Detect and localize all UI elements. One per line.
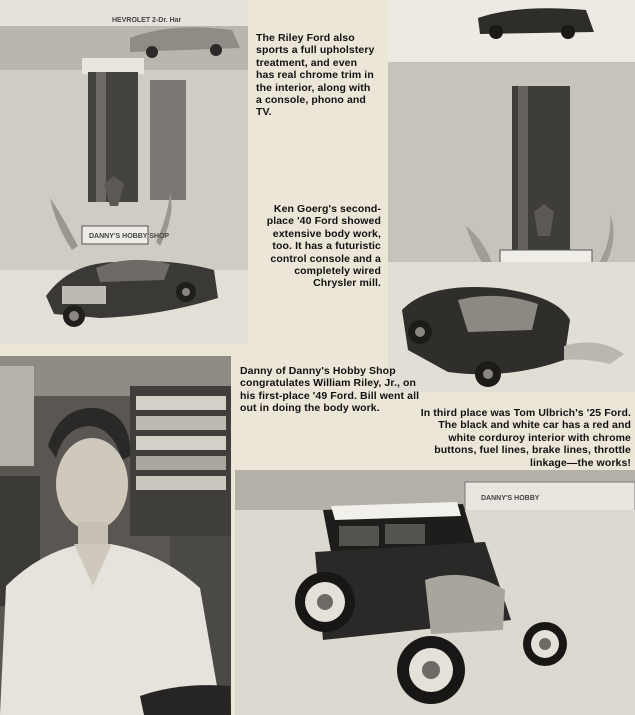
photo-riley-ford-trophy-graphic — [0, 0, 248, 344]
box-label-chevrolet: HEVROLET 2-Dr. Har — [112, 17, 182, 24]
caption-goerg-second-place: Ken Goerg's second-place '40 Ford showed extensive body work, too. It has a futuristic control console and a completely wired Chrysler mill. — [266, 203, 381, 290]
caption-ulbrich-third-place: In third place was Tom Ulbrich's '25 Ford. The black and white car has a red and white corduroy interior with chrome buttons, fuel lines, brake lines, throttle linkage—the works! — [420, 407, 631, 469]
photo-ulbrich-ford — [235, 470, 635, 715]
photo-william-riley-portrait — [0, 356, 231, 715]
photo-riley-ford-trophy — [0, 0, 248, 344]
caption-riley-upholstery: The Riley Ford also sports a full upholstery treatment, and even has real chrome trim in the interior, along with a console, phono and TV. — [256, 32, 375, 119]
shelf-label-text: DANNY'S HOBBY — [481, 495, 540, 502]
photo-goerg-ford-trophy — [388, 0, 635, 392]
photo-william-riley-portrait-graphic — [0, 356, 231, 715]
caption-danny-congratulates: Danny of Danny's Hobby Shop congratulates William Riley, Jr., on his first-place '49 Ford. Bill went all out in doing the body work. — [240, 365, 420, 415]
photo-goerg-ford-trophy-graphic — [388, 0, 635, 392]
photo-ulbrich-ford-graphic — [235, 470, 635, 715]
trophy-plate-text: DANNY'S HOBBY SHOP — [89, 233, 170, 240]
